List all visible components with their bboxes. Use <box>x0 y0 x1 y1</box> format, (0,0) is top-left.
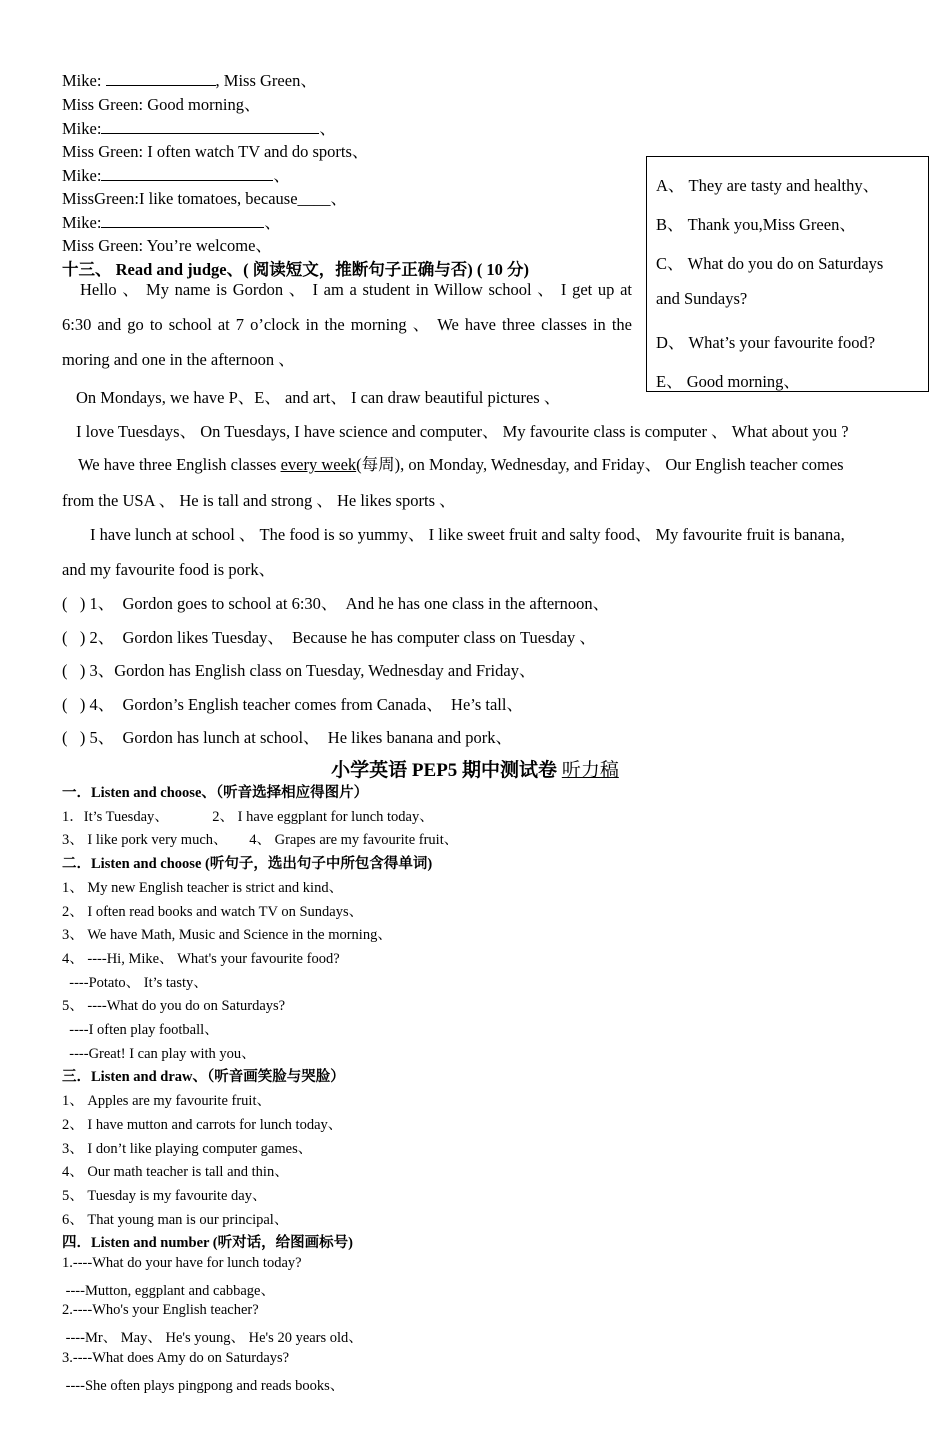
passage-paragraph-1: Hello 、 My name is Gordon 、 I am a student in Willow school 、 I get up at 6:30 and go to school at 7 o’clock in the morning 、 We have three classes in the moring and one in the afternoon 、 <box>62 280 632 369</box>
listening-line: 2.----Who's your English teacher? <box>62 1302 259 1319</box>
listening-line: ----Potato、 It’s tasty、 <box>62 974 208 991</box>
answer-blank[interactable] <box>101 166 273 181</box>
judge-item-4[interactable]: ( ) 4、 Gordon’s English teacher comes from Canada、 He’s tall、 <box>62 695 523 714</box>
listening-line: 3、 We have Math, Music and Science in the morning、 <box>62 927 392 944</box>
judge-item-2[interactable]: ( ) 2、 Gordon likes Tuesday、 Because he has computer class on Tuesday 、 <box>62 628 596 647</box>
listening-line: 3、 I don’t like playing computer games、 <box>62 1140 313 1157</box>
speaker: Mike: <box>62 213 102 232</box>
title-sub: 听力稿 <box>561 760 619 781</box>
listening-section-heading: 三．Listen and draw、（听音画笑脸与哭脸） <box>62 1069 345 1086</box>
option-d: D、 What’s your favourite food? <box>656 333 876 352</box>
option-b: B、 Thank you,Miss Green、 <box>656 215 856 234</box>
listening-line: 3.----What does Amy do on Saturdays? <box>62 1349 290 1366</box>
listening-line: 3、 I like pork very much、 4、 Grapes are my favourite fruit、 <box>62 832 459 849</box>
listening-line: 5、 ----What do you do on Saturdays? <box>62 998 286 1015</box>
dialogue-line-8 <box>62 232 272 256</box>
speaker: Mike: <box>62 119 102 138</box>
dialogue-line-7 <box>62 209 281 233</box>
listening-section-heading: 二．Listen and choose (听句子，选出句子中所包含得单词) <box>62 856 433 873</box>
speaker: Miss Green: <box>62 142 144 161</box>
section-number: 十三、 <box>62 260 112 279</box>
listening-line: 6、 That young man is our principal、 <box>62 1211 289 1228</box>
passage-paragraph-5-cont: and my favourite food is pork、 <box>62 560 276 579</box>
dialogue-text: , Miss Green、 <box>215 71 317 90</box>
listening-section-heading: 一．Listen and choose、（听音选择相应得图片） <box>62 785 369 801</box>
listening-line: 4、 Our math teacher is tall and thin、 <box>62 1164 289 1181</box>
passage-paragraph-3: I love Tuesdays、 On Tuesdays, I have science and computer、 My favourite class is computer 、 What about you ? <box>76 422 849 441</box>
judge-item-3[interactable]: ( ) 3、Gordon has English class on Tuesday, Wednesday and Friday、 <box>62 661 536 680</box>
passage-text: (每周), on Monday, Wednesday, and Friday、 Our English teacher comes <box>356 455 844 474</box>
dialogue-line-6 <box>62 185 347 209</box>
option-a: A、 They are tasty and healthy、 <box>656 176 880 195</box>
option-e: E、 Good morning、 <box>656 372 800 391</box>
section-title-cn: ( 阅读短文，推断句子正确与否) ( 10 分) <box>243 260 530 279</box>
answer-blank[interactable] <box>106 71 216 86</box>
dialogue-text: 、 <box>264 213 281 232</box>
listening-line: ----Mutton, eggplant and cabbage、 <box>62 1282 275 1299</box>
dialogue-line-4 <box>62 138 368 162</box>
passage-paragraph-2: On Mondays, we have P、E、 and art、 I can draw beautiful pictures 、 <box>76 388 561 407</box>
title-main: 小学英语 PEP5 期中测试卷 <box>331 760 562 781</box>
listening-line: 2、 I have mutton and carrots for lunch today、 <box>62 1116 343 1133</box>
speaker: Mike: <box>62 166 102 185</box>
listening-line: 5、 Tuesday is my favourite day、 <box>62 1187 267 1204</box>
option-c: C、 What do you do on Saturdays <box>656 254 884 273</box>
dialogue-text: I like tomatoes, because____、 <box>139 189 348 208</box>
listening-line: 4、 ----Hi, Mike、 What's your favourite food? <box>62 950 340 967</box>
dialogue-text: I often watch TV and do sports、 <box>143 142 369 161</box>
dialogue-line-1 <box>62 67 317 91</box>
passage-paragraph-4 <box>78 451 844 475</box>
dialogue-line-3 <box>62 115 336 139</box>
listening-line: 1、 Apples are my favourite fruit、 <box>62 1093 271 1110</box>
option-c-cont: and Sundays? <box>656 289 748 308</box>
answer-blank[interactable] <box>101 213 264 228</box>
listening-line: 2、 I often read books and watch TV on Sundays、 <box>62 903 364 920</box>
dialogue-text: 、 <box>319 119 336 138</box>
listening-line: ----Great! I can play with you、 <box>62 1045 256 1062</box>
listening-line: 1.----What do your have for lunch today? <box>62 1255 302 1271</box>
dialogue-text: Good morning、 <box>143 95 261 114</box>
dialogue-line-2 <box>62 91 260 115</box>
dialogue-text: 、 <box>273 166 290 185</box>
judge-item-1[interactable]: ( ) 1、 Gordon goes to school at 6:30、 And he has one class in the afternoon、 <box>62 594 610 613</box>
listening-line: ----Mr、 May、 He's young、 He's 20 years old、 <box>62 1330 363 1347</box>
speaker: MissGreen: <box>62 189 139 208</box>
underlined-phrase: every week <box>280 455 357 474</box>
answer-blank[interactable] <box>101 119 319 134</box>
listening-line: 1．It’s Tuesday、 2、 I have eggplant for lunch today、 <box>62 808 434 825</box>
listening-section-heading: 四．Listen and number (听对话，给图画标号) <box>62 1235 353 1252</box>
listening-line: ----I often play football、 <box>62 1022 219 1038</box>
judge-item-5[interactable]: ( ) 5、 Gordon has lunch at school、 He likes banana and pork、 <box>62 728 512 747</box>
section-title-en: Read and judge、 <box>111 260 244 279</box>
dialogue-line-5 <box>62 162 290 186</box>
options-box <box>646 156 929 392</box>
passage-paragraph-4-cont: from the USA 、 He is tall and strong 、 He likes sports 、 <box>62 491 456 510</box>
listening-line: 1、 My new English teacher is strict and kind、 <box>62 879 344 896</box>
speaker: Miss Green: <box>62 236 144 255</box>
passage-paragraph-5: I have lunch at school 、 The food is so yummy、 I like sweet fruit and salty food、 My favourite fruit is banana, <box>90 525 845 544</box>
listening-script-title <box>0 755 950 782</box>
listening-line: ----She often plays pingpong and reads books、 <box>62 1377 345 1394</box>
speaker: Mike: <box>62 71 102 90</box>
dialogue-text: You’re welcome、 <box>143 236 272 255</box>
passage-text: We have three English classes <box>78 455 281 474</box>
speaker: Miss Green: <box>62 95 144 114</box>
